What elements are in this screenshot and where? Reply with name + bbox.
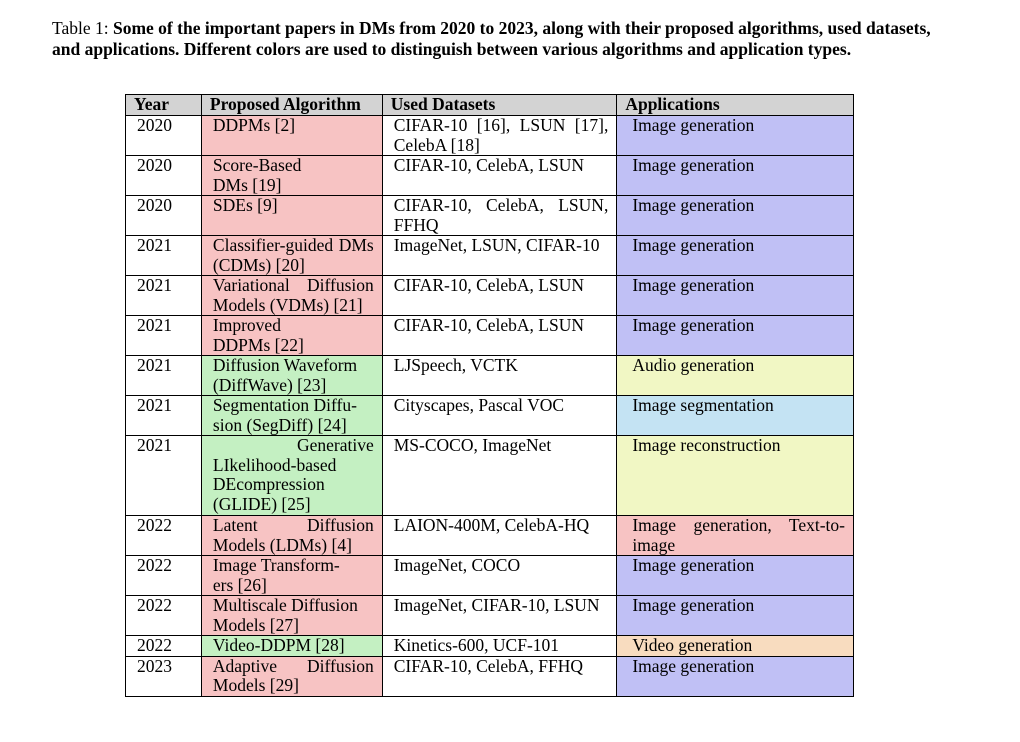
- table-header-row: [126, 95, 854, 116]
- cell-year: 2020: [126, 156, 202, 196]
- cell-application: Image generation: [617, 656, 854, 696]
- cell-algorithm: Diffusion Waveform (DiffWave) [23]: [201, 356, 382, 396]
- cell-algorithm: [201, 396, 382, 436]
- alg-line1: Improved: [212, 315, 281, 335]
- cell-year: 2021: [126, 276, 202, 316]
- cell-application: Image reconstruction: [617, 436, 854, 516]
- table-row: [126, 656, 854, 696]
- cell-datasets: ImageNet, COCO: [382, 556, 617, 596]
- table-row: [126, 596, 854, 636]
- cell-year: 2020: [126, 116, 202, 156]
- cell-year: 2022: [126, 556, 202, 596]
- alg-line1: Generative: [296, 435, 374, 455]
- cell-algorithm: [201, 436, 382, 516]
- header-algorithm: Proposed Algorithm: [201, 95, 382, 116]
- cell-application: Image generation: [617, 196, 854, 236]
- cell-application: Image generation: [617, 596, 854, 636]
- cell-algorithm: Multiscale Diffusion Models [27]: [201, 596, 382, 636]
- header-datasets: Used Datasets: [382, 95, 617, 116]
- cell-year: 2021: [126, 396, 202, 436]
- cell-algorithm: Variational Diffusion Models (VDMs) [21]: [201, 276, 382, 316]
- cell-application: Image generation: [617, 156, 854, 196]
- alg-line1: Segmentation Diffu-: [212, 395, 357, 415]
- cell-algorithm: Adaptive Diffusion Models [29]: [201, 656, 382, 696]
- caption-prefix: Table 1:: [52, 18, 113, 38]
- cell-datasets: MS-COCO, ImageNet: [382, 436, 617, 516]
- cell-datasets: ImageNet, CIFAR-10, LSUN: [382, 596, 617, 636]
- alg-line2: sion (SegDiff) [24]: [212, 414, 347, 435]
- cell-year: 2021: [126, 316, 202, 356]
- cell-application: Image generation: [617, 116, 854, 156]
- cell-algorithm: [201, 316, 382, 356]
- table-row: [126, 636, 854, 657]
- cell-datasets: Kinetics-600, UCF-101: [382, 636, 617, 657]
- cell-application: Video generation: [617, 636, 854, 657]
- table-row: [126, 276, 854, 316]
- table-row: [126, 516, 854, 556]
- cell-application: Image generation: [617, 276, 854, 316]
- cell-datasets: CIFAR-10, CelebA, LSUN, FFHQ: [382, 196, 617, 236]
- table-row: [126, 436, 854, 516]
- cell-datasets: CIFAR-10, CelebA, LSUN: [382, 276, 617, 316]
- table-caption: [52, 18, 952, 60]
- table-row: [126, 116, 854, 156]
- cell-year: 2021: [126, 236, 202, 276]
- cell-algorithm: DDPMs [2]: [201, 116, 382, 156]
- table-row: [126, 156, 854, 196]
- cell-algorithm: [201, 156, 382, 196]
- cell-algorithm: Video-DDPM [28]: [201, 636, 382, 657]
- cell-datasets: CIFAR-10, CelebA, FFHQ: [382, 656, 617, 696]
- cell-datasets: CIFAR-10 [16], LSUN [17], CelebA [18]: [382, 116, 617, 156]
- cell-year: 2022: [126, 596, 202, 636]
- cell-year: 2023: [126, 656, 202, 696]
- alg-line1: Image Transform-: [212, 555, 340, 575]
- cell-datasets: LJSpeech, VCTK: [382, 356, 617, 396]
- cell-application: Audio generation: [617, 356, 854, 396]
- alg-line2: DDPMs [22]: [212, 334, 304, 355]
- cell-algorithm: [201, 556, 382, 596]
- alg-line2: ers [26]: [212, 574, 267, 595]
- table-row: [126, 236, 854, 276]
- cell-year: 2021: [126, 356, 202, 396]
- papers-table: [125, 94, 854, 697]
- cell-datasets: CIFAR-10, CelebA, LSUN: [382, 156, 617, 196]
- table-row: [126, 556, 854, 596]
- cell-application: Image generation: [617, 236, 854, 276]
- cell-application: Image segmentation: [617, 396, 854, 436]
- caption-text: Some of the important papers in DMs from 2020 to 2023, along with their proposed algorithms, used datasets, and applications. Different colors are used to distinguish between various algorithms and application types.: [52, 18, 931, 59]
- table-row: [126, 316, 854, 356]
- cell-year: 2020: [126, 196, 202, 236]
- cell-algorithm: SDEs [9]: [201, 196, 382, 236]
- table-row: [126, 196, 854, 236]
- header-applications: Applications: [617, 95, 854, 116]
- table-row: [126, 396, 854, 436]
- cell-datasets: CIFAR-10, CelebA, LSUN: [382, 316, 617, 356]
- cell-application: Image generation: [617, 316, 854, 356]
- alg-line2: LIkelihood-based DEcompression (GLIDE) [25]: [212, 454, 337, 514]
- cell-application: Image generation, Text-to-image: [617, 516, 854, 556]
- cell-algorithm: Latent Diffusion Models (LDMs) [4]: [201, 516, 382, 556]
- cell-year: 2022: [126, 636, 202, 657]
- table-row: [126, 356, 854, 396]
- cell-datasets: LAION-400M, CelebA-HQ: [382, 516, 617, 556]
- cell-application: Image generation: [617, 556, 854, 596]
- cell-algorithm: Classifier-guided DMs (CDMs) [20]: [201, 236, 382, 276]
- cell-datasets: Cityscapes, Pascal VOC: [382, 396, 617, 436]
- alg-line2: DMs [19]: [212, 174, 282, 195]
- alg-line1: Score-Based: [212, 155, 302, 175]
- cell-datasets: ImageNet, LSUN, CIFAR-10: [382, 236, 617, 276]
- header-year: Year: [126, 95, 202, 116]
- cell-year: 2021: [126, 436, 202, 516]
- cell-year: 2022: [126, 516, 202, 556]
